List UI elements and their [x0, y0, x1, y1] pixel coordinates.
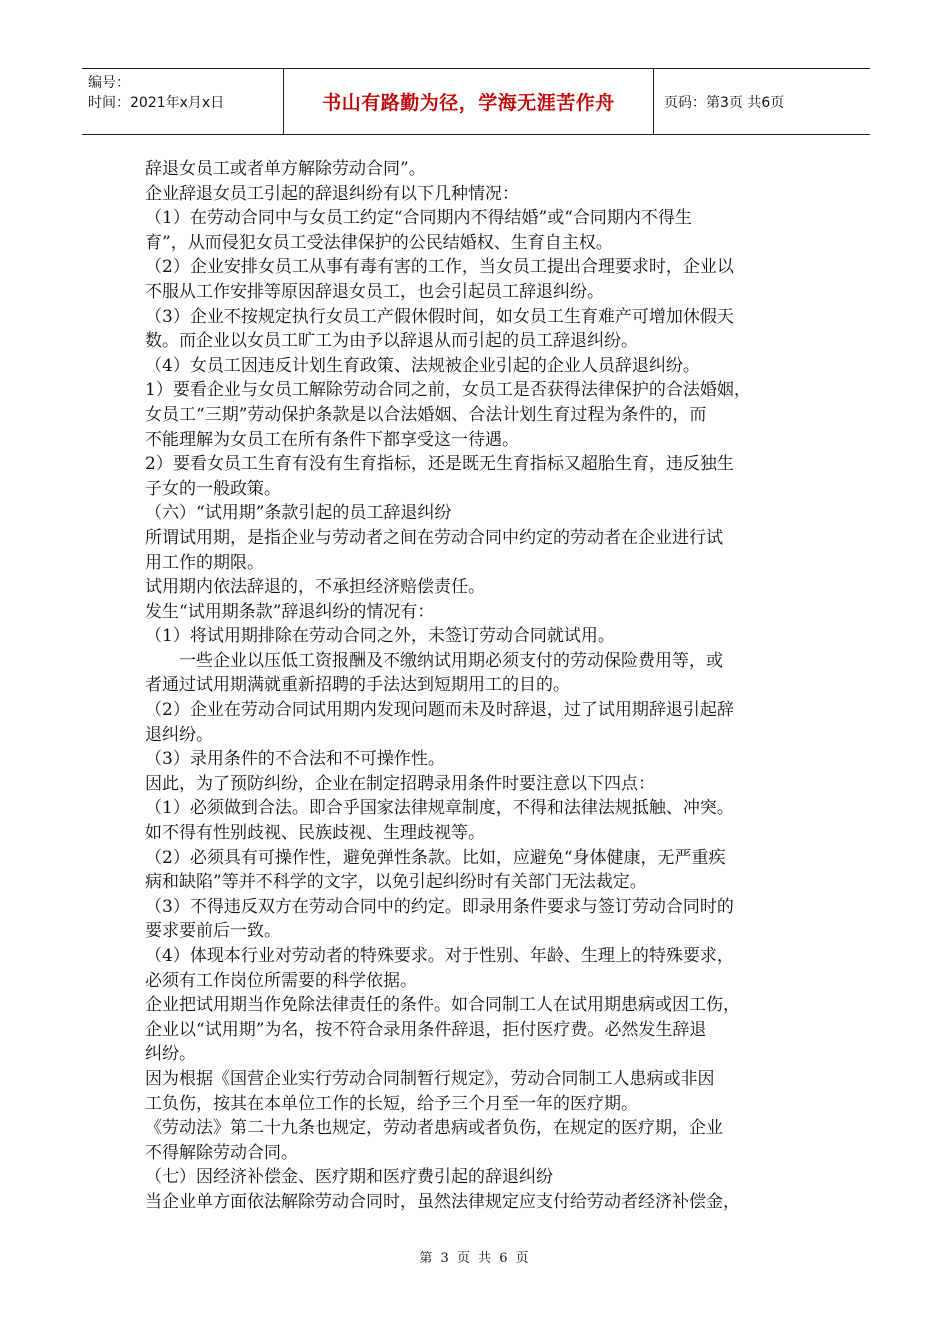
section-heading: （六）“试用期”条款引起的员工辞退纠纷 — [145, 503, 452, 524]
header-page-cell — [654, 69, 870, 134]
text-line: （1）必须做到合法。即合乎国家法律规章制度，不得和法律法规抵触、冲突。 — [145, 798, 734, 819]
header-motto: 书山有路勤为径，学海无涯苦作舟 — [322, 92, 615, 114]
text-line: 病和缺陷”等并不科学的文字，以免引起纠纷时有关部门无法裁定。 — [145, 872, 647, 893]
text-line: 者通过试用期满就重新招聘的手法达到短期用工的目的。 — [145, 675, 570, 696]
text-line: 因为根据《国营企业实行劳动合同制暂行规定》，劳动合同制工人患病或非因 — [145, 1068, 715, 1089]
text-line: （2）企业安排女员工从事有毒有害的工作，当女员工提出合理要求时，企业以 — [145, 257, 734, 278]
text-line: （4）体现本行业对劳动者的特殊要求。对于性别、年龄、生理上的特殊要求， — [145, 946, 734, 966]
text-line: 因此，为了预防纠纷，企业在制定招聘录用条件时要注意以下四点： — [145, 773, 655, 794]
text-line: 不服从工作安排等原因辞退女员工，也会引起员工辞退纠纷。 — [145, 281, 604, 302]
text-line: 子女的一般政策。 — [145, 478, 281, 499]
section-heading: （七）因经济补偿金、医疗期和医疗费引起的辞退纠纷 — [145, 1167, 553, 1188]
footer-page-number: 第 3 页 共 6 页 — [419, 1251, 531, 1266]
text-line: 工负伤，按其在本单位工作的长短，给予三个月至一年的医疗期。 — [145, 1093, 638, 1114]
text-line: 试用期内依法辞退的，不承担经济赔偿责任。 — [145, 577, 485, 598]
text-line: 当企业单方面依法解除劳动合同时，虽然法律规定应支付给劳动者经济补偿金， — [145, 1191, 740, 1212]
header-page-label: 页码：第3页 共6页 — [664, 94, 785, 111]
header-motto-cell — [284, 69, 654, 134]
text-line: 退纠纷。 — [145, 724, 213, 745]
document-body — [145, 157, 825, 1215]
text-line: 所谓试用期，是指企业与劳动者之间在劳动合同中约定的劳动者在企业进行试 — [145, 527, 723, 548]
text-line: 企业把试用期当作免除法律责任的条件。如合同制工人在试用期患病或因工伤， — [145, 995, 740, 1016]
text-line: （3）不得违反双方在劳动合同中的约定。即录用条件要求与签订劳动合同时的 — [145, 896, 734, 917]
text-line: 不得解除劳动合同。 — [145, 1142, 298, 1163]
document-time-label: 时间：2021年x月x日 — [88, 95, 225, 111]
text-line: 2）要看女员工生育有没有生育指标，还是既无生育指标又超胎生育，违反独生 — [145, 454, 734, 475]
text-line: 育”，从而侵犯女员工受法律保护的公民结婚权、生育自主权。 — [145, 232, 613, 253]
text-line: （1）在劳动合同中与女员工约定“合同期内不得结婚”或“合同期内不得生 — [145, 208, 692, 229]
text-line: 女员工“三期”劳动保护条款是以合法婚姻、合法计划生育过程为条件的，而 — [145, 404, 707, 425]
text-line: 1）要看企业与女员工解除劳动合同之前，女员工是否获得法律保护的合法婚姻， — [145, 380, 751, 401]
page-header — [82, 68, 870, 135]
text-line: 纠纷。 — [145, 1044, 196, 1065]
text-line: （3）企业不按规定执行女员工产假休假时间，如女员工生育难产可增加休假天 — [145, 306, 734, 327]
text-line: （1）将试用期排除在劳动合同之外，未签订劳动合同就试用。 — [145, 626, 615, 647]
text-line: 如不得有性别歧视、民族歧视、生理歧视等。 — [145, 823, 485, 844]
text-line: 辞退女员工或者单方解除劳动合同”。 — [145, 159, 426, 179]
text-line: 企业辞退女员工引起的辞退纠纷有以下几种情况： — [145, 183, 519, 204]
text-line: 《劳动法》第二十九条也规定，劳动者患病或者负伤，在规定的医疗期，企业 — [145, 1118, 723, 1139]
text-line: （2）企业在劳动合同试用期内发现问题而未及时辞退，过了试用期辞退引起辞 — [145, 700, 734, 721]
text-line: 企业以“试用期”为名，按不符合录用条件辞退，拒付医疗费。必然发生辞退 — [145, 1019, 707, 1040]
text-line: 不能理解为女员工在所有条件下都享受这一待遇。 — [145, 429, 519, 450]
text-line: （4）女员工因违反计划生育政策、法规被企业引起的企业人员辞退纠纷。 — [145, 355, 700, 376]
text-line: 发生“试用期条款”辞退纠纷的情况有： — [145, 601, 435, 622]
text-line: 用工作的期限。 — [145, 552, 264, 573]
page-footer — [0, 1247, 950, 1266]
document-number-label: 编号： — [88, 75, 130, 91]
text-line: 数。而企业以女员工旷工为由予以辞退从而引起的员工辞退纠纷。 — [145, 331, 638, 352]
text-line: （2）必须具有可操作性，避免弹性条款。比如，应避免“身体健康，无严重疾 — [145, 847, 726, 868]
text-line: 必须有工作岗位所需要的科学依据。 — [145, 970, 417, 991]
header-info-cell — [82, 69, 284, 134]
text-line: 一些企业以压低工资报酬及不缴纳试用期必须支付的劳动保险费用等，或 — [179, 650, 723, 671]
text-line: （3）录用条件的不合法和不可操作性。 — [145, 749, 445, 770]
text-line: 要求要前后一致。 — [145, 921, 281, 942]
